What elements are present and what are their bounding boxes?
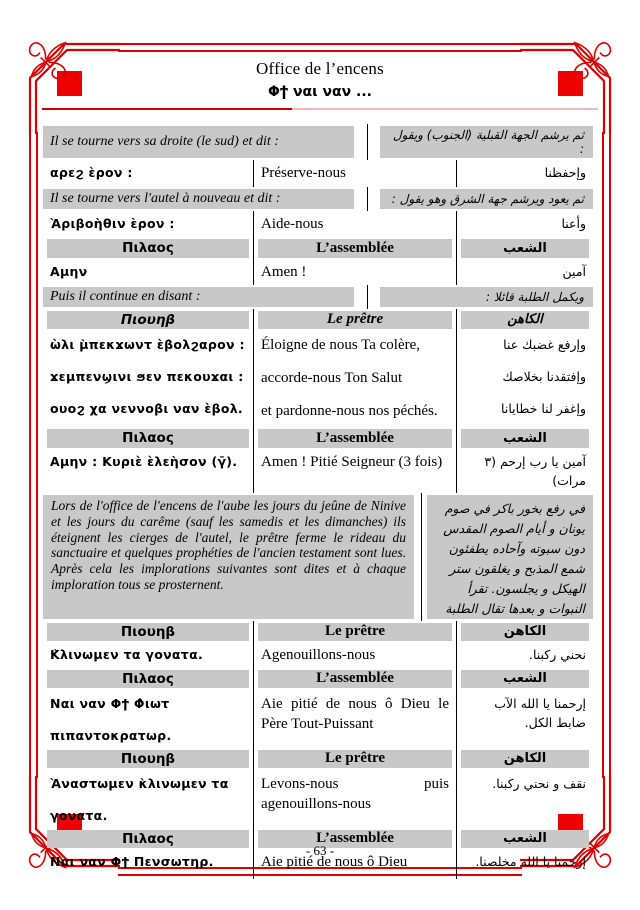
- french-header: Le prêtre: [258, 311, 452, 329]
- french-cell: [253, 449, 457, 493]
- coptic-cell: [43, 689, 253, 748]
- divider-line: [367, 285, 368, 309]
- column-divider: [414, 493, 427, 621]
- coptic-text: Ναι ναν Φϯ Πενσωτηρ.: [50, 854, 214, 869]
- table-row-data: [43, 160, 593, 187]
- french-cell: [253, 642, 457, 668]
- french-cell: [253, 309, 457, 330]
- table-row-data: [43, 769, 593, 828]
- text-line: ουοϩ χα νεννοβι ναν ὲβολ.: [50, 401, 243, 416]
- french-text: Aie pitié de nous ô Dieu: [261, 854, 408, 870]
- french-cell: [253, 689, 457, 748]
- table-row-header: [43, 621, 593, 642]
- french-cell: [253, 259, 457, 285]
- rubric-text-arabic: ثم يعود ويرشم جهة الشرق وهو يقول :: [380, 189, 593, 209]
- arabic-text: آمين يا رب إرحم (٣ مرات): [484, 454, 586, 488]
- text-line: ὼλι μ̀πεκϫωντ ὲβολϩαρον :: [50, 337, 245, 352]
- coptic-cell: [43, 748, 253, 769]
- frame-top-border: [118, 43, 522, 52]
- table-row-data: [43, 259, 593, 285]
- arabic-cell: [457, 237, 593, 259]
- arabic-cell: [457, 642, 593, 668]
- coptic-cell: [43, 330, 253, 427]
- french-text: Amen ! Pitié Seigneur (3 fois): [261, 454, 443, 470]
- french-cell: [253, 769, 457, 828]
- french-cell: [253, 621, 457, 642]
- coptic-cell: [43, 259, 253, 285]
- arabic-text: إرحمنا يا الله الآب ضابط الكل.: [494, 696, 586, 730]
- arabic-cell: [457, 748, 593, 769]
- rubric-text-arabic: ويكمل الطلبة قائلا :: [380, 287, 593, 307]
- french-text: Levons-nous puis agenouillons-nous: [261, 776, 449, 812]
- arabic-cell: [457, 689, 593, 748]
- arabic-cell: [457, 160, 593, 187]
- arabic-header: الكاهن: [461, 311, 589, 329]
- table-row-header: [43, 309, 593, 330]
- table-row-header: [43, 237, 593, 259]
- arabic-cell: [457, 668, 593, 689]
- french-header: L’assemblée: [258, 239, 452, 258]
- arabic-cell: [457, 309, 593, 330]
- french-cell: [253, 748, 457, 769]
- text-line: Ὰναστωμεν κ̀λινωμεν τα: [50, 776, 229, 791]
- coptic-cell: [43, 237, 253, 259]
- text-line: وإرفع غضبك عنا: [503, 337, 586, 352]
- table-row-paragraph: [43, 493, 593, 621]
- table-row-header: [43, 748, 593, 769]
- rubric-cell-arabic: [380, 187, 593, 211]
- coptic-cell: [43, 160, 253, 187]
- coptic-text: [43, 330, 253, 421]
- coptic-text: Αμην: [50, 264, 88, 279]
- rubric-text-french: Puis il continue en disant :: [43, 287, 354, 307]
- coptic-cell: [43, 449, 253, 493]
- table-row-instruction: [43, 187, 593, 211]
- text-line: πιπαντοκρατωρ.: [50, 728, 172, 743]
- coptic-header: Πιουηβ: [47, 750, 249, 768]
- table-row-header: [43, 427, 593, 449]
- coptic-text: [43, 769, 253, 828]
- table-row-data: [43, 689, 593, 748]
- coptic-cell: [43, 621, 253, 642]
- rubric-text-arabic: في رفع بخور باكر في صوم يونان و أيام الصوم المقدس دون سبوته وآحاده يطفئون شمع المذبح و يغلقون ستر الهيكل و يجلسون. تقرأ النبوات و بعدها تقال الطلبة: [427, 495, 593, 619]
- table-row-data: [43, 211, 593, 237]
- french-text: Préserve-nous: [261, 165, 346, 181]
- table-row-instruction: [43, 285, 593, 309]
- french-cell: [253, 237, 457, 259]
- text-line: Ναι ναν Φϯ Φ̀ιωτ: [50, 696, 170, 711]
- french-text: Amen !: [261, 264, 307, 280]
- rubric-text-french: Il se tourne vers sa droite (le sud) et dit :: [43, 126, 354, 158]
- frame-left-border: [29, 132, 38, 778]
- arabic-cell: [457, 330, 593, 427]
- arabic-cell: [457, 621, 593, 642]
- text-line: γονατα.: [50, 808, 108, 823]
- arabic-header: الكاهن: [461, 750, 589, 768]
- french-cell: [253, 427, 457, 449]
- rubric-cell-french: [43, 124, 354, 160]
- text-line: Éloigne de nous Ta colère,: [261, 337, 421, 353]
- arabic-text: نقف و نحني ركبنا.: [492, 776, 586, 791]
- title-rule: [42, 108, 598, 110]
- french-header: L’assemblée: [258, 830, 452, 848]
- arabic-header: الشعب: [461, 239, 589, 258]
- arabic-text: وإحفظنا: [544, 165, 586, 180]
- coptic-header: Πιλαος: [47, 830, 249, 848]
- coptic-header: Πιουηβ: [47, 311, 249, 329]
- arabic-text: آمين: [562, 264, 586, 279]
- arabic-header: الشعب: [461, 670, 589, 688]
- arabic-cell: [457, 211, 593, 237]
- arabic-text: وأعنا: [561, 216, 586, 231]
- coptic-cell: [43, 427, 253, 449]
- french-text: [254, 330, 456, 424]
- column-divider: [354, 285, 380, 309]
- coptic-text: Ὰριβοὴθιν ὲρον :: [50, 216, 175, 231]
- coptic-cell: [43, 309, 253, 330]
- arabic-cell: [457, 769, 593, 828]
- french-header: L’assemblée: [258, 670, 452, 688]
- column-divider: [354, 124, 380, 160]
- divider-line: [367, 124, 368, 160]
- coptic-subtitle: Φϯ ναι ναν ...: [267, 84, 373, 100]
- table-row-data: [43, 330, 593, 427]
- table-row-data: [43, 449, 593, 493]
- french-cell: [253, 211, 457, 237]
- rubric-cell-arabic: [380, 285, 593, 309]
- rubric-cell-arabic: [427, 493, 593, 621]
- french-text: Agenouillons-nous: [261, 647, 376, 663]
- arabic-text: نحني ركبنا.: [528, 647, 586, 662]
- rubric-cell-french: [43, 493, 414, 621]
- french-cell: [253, 160, 457, 187]
- french-header: Le prêtre: [258, 623, 452, 641]
- table-row-header: [43, 668, 593, 689]
- coptic-cell: [43, 211, 253, 237]
- page-number: - 63 -: [305, 843, 335, 858]
- coptic-text: Αμην : Κυριὲ ὲλεὴσον (γ̄).: [50, 454, 238, 469]
- page-title: Office de l’encens: [256, 59, 384, 78]
- rubric-cell-french: [43, 285, 354, 309]
- coptic-text: αρεϩ ὲρον :: [50, 165, 133, 180]
- coptic-cell: [43, 769, 253, 828]
- arabic-cell: [457, 427, 593, 449]
- text-line: accorde-nous Ton Salut: [261, 370, 403, 386]
- table-row-data: [43, 642, 593, 668]
- coptic-text: Κ̀λινωμεν τα γονατα.: [50, 647, 204, 662]
- rubric-cell-arabic: [380, 124, 593, 160]
- coptic-header: Πιλαος: [47, 429, 249, 448]
- text-line: وإفتقدنا بخلاصك: [502, 369, 586, 384]
- rubric-text-french: Il se tourne vers l'autel à nouveau et dit :: [43, 189, 354, 209]
- french-text: Aide-nous: [261, 216, 324, 232]
- liturgy-table: [43, 124, 593, 879]
- arabic-header: الكاهن: [461, 623, 589, 641]
- arabic-header: الشعب: [461, 830, 589, 848]
- frame-right-border: [602, 132, 611, 778]
- french-header: L’assemblée: [258, 429, 452, 448]
- arabic-text: إرحمنا يا الله مخلصنا.: [475, 854, 586, 869]
- rubric-text-french: Lors de l'office de l'encens de l'aube les jours du jeûne de Ninive et les jours du carême (sauf les samedis et les dimanches) ils éteignent les cierges de l'autel, le prêtre ferme le rideau du sanctuaire et quelques prophéties de l'ancien testament sont lues. Après cela les implorations suivantes sont dites et à chaque imploration tous se prosternent.: [43, 495, 414, 619]
- table-row-instruction: [43, 124, 593, 160]
- text-line: وإغفر لنا خطايانا: [501, 401, 586, 416]
- coptic-header: Πιλαος: [47, 239, 249, 258]
- text-line: ϫεμπενϣινι ϧεν πεκουϫαι :: [50, 369, 244, 384]
- rubric-cell-french: [43, 187, 354, 211]
- arabic-header: الشعب: [461, 429, 589, 448]
- coptic-header: Πιλαος: [47, 670, 249, 688]
- coptic-cell: [43, 642, 253, 668]
- divider-line: [367, 187, 368, 211]
- divider-line: [421, 493, 422, 621]
- french-text: Aie pitié de nous ô Dieu le Père Tout-Puissant: [261, 696, 449, 732]
- rubric-text-arabic: ثم يرشم الجهة القبلية (الجنوب) ويقول :: [380, 126, 593, 158]
- french-cell: [253, 330, 457, 427]
- french-cell: [253, 668, 457, 689]
- arabic-text: [457, 330, 593, 421]
- coptic-text: [43, 689, 253, 748]
- coptic-header: Πιουηβ: [47, 623, 249, 641]
- arabic-cell: [457, 259, 593, 285]
- coptic-cell: [43, 668, 253, 689]
- column-divider: [354, 187, 380, 211]
- text-line: et pardonne-nous nos péchés.: [261, 403, 438, 419]
- arabic-cell: [457, 449, 593, 493]
- french-header: Le prêtre: [258, 750, 452, 768]
